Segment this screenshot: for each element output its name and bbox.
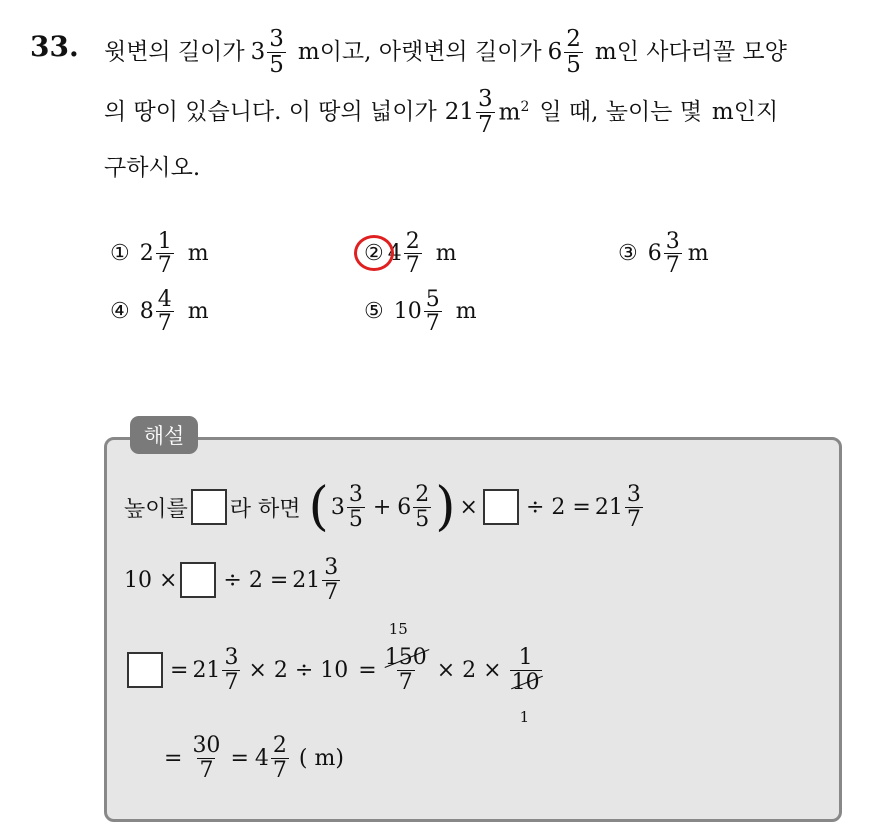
choice-1[interactable] [110,230,209,277]
unknown-box [191,489,227,525]
denominator: 7 [398,669,413,695]
whole: 4 [387,241,402,267]
denominator: 10 [511,669,540,695]
numerator: 30 [192,733,221,759]
denominator: 7 [324,579,339,605]
question-number: 33. [30,30,79,63]
unit: m [498,99,521,126]
numerator: 4 [157,287,172,312]
question-text: 일 때, 높이는 몇 [539,98,702,125]
numerator: 3 [626,482,641,508]
numerator: 2 [272,733,287,759]
question-line-1 [104,22,787,82]
numerator: 150 [384,645,427,671]
solution-line-3 [124,620,544,727]
solution-line-1 [124,472,645,542]
numerator: 3 [477,86,493,113]
numerator: 3 [324,555,339,581]
solution-line-2 [124,550,342,610]
choice-mark: ③ [618,241,638,267]
question-text: 윗변의 길이가 [104,38,245,65]
unit: m [435,241,457,267]
mixed-number [292,556,342,603]
denominator: 7 [224,669,239,695]
whole: 4 [254,745,269,771]
operator: × 2 × [436,657,502,683]
whole: 2 [139,241,154,267]
denominator: 7 [626,506,641,532]
denominator: 7 [272,757,287,783]
whole: 8 [139,299,154,325]
cancel-fraction-1 [381,620,431,695]
operator: = [170,657,189,683]
solution-line-4 [164,728,344,788]
whole: 21 [292,567,321,593]
choice-mark: ② [364,241,384,267]
whole: 10 [393,299,422,325]
choice-mark: ① [110,241,130,267]
operator: × 2 ÷ 10 [248,657,349,683]
unknown-box [483,489,519,525]
whole: 21 [594,494,623,520]
whole: 6 [647,241,662,267]
denominator: 5 [566,51,581,78]
whole: 6 [397,494,412,520]
question-line-3: 구하시오. [104,155,201,181]
right-paren: ) [435,477,456,537]
top-length [251,27,288,76]
denominator: 7 [157,311,172,337]
unit: ( m) [298,745,344,771]
unit: m [455,299,477,325]
solution-text: 10 × [124,567,178,593]
operator: = [230,745,249,771]
whole: 21 [192,657,221,683]
answer-circle-mark [354,235,394,271]
denominator: 7 [405,253,420,279]
unit: m [187,299,209,325]
mixed-number [192,646,242,693]
numerator: 2 [405,229,420,254]
cancel-result: 15 [388,620,408,639]
numerator: 3 [224,645,239,671]
operator: = [358,657,377,683]
numerator: 3 [665,229,680,254]
denominator: 7 [425,311,440,337]
denominator: 5 [415,506,430,532]
unit: m [687,241,709,267]
unknown-box [180,562,216,598]
area-unit [499,100,530,125]
numerator: 3 [348,482,363,508]
question-text: 의 땅이 있습니다. 이 땅의 넓이가 [104,98,437,125]
denominator: 7 [157,253,172,279]
numerator: 5 [425,287,440,312]
numerator: 2 [415,482,430,508]
cancel-fraction-2 [508,645,544,727]
mixed-number [397,483,433,530]
question-line-2 [104,82,778,142]
operator: = [164,745,183,771]
whole: 21 [444,98,474,125]
solution-text: 라 하면 [229,496,301,522]
choice-4[interactable] [110,288,209,335]
numerator: 2 [566,26,581,53]
choice-3[interactable] [618,230,709,277]
exponent: 2 [520,98,530,115]
operator: ÷ 2 = [525,494,591,520]
cancel-result: 1 [519,708,530,727]
choice-5[interactable] [364,288,477,335]
solution-text: 높이를 [124,496,188,522]
whole: 6 [547,38,563,65]
numerator: 3 [269,26,284,53]
denominator: 5 [348,506,363,532]
question-text: m인지 [711,98,779,125]
solution-label: 해설 [130,416,198,454]
operator: ÷ 2 = [223,567,289,593]
numerator: 1 [518,645,533,671]
denominator: 5 [269,51,284,78]
question-text: m이고, 아랫변의 길이가 [297,38,542,65]
unit: m [187,241,209,267]
unknown-box [127,652,163,688]
whole: 3 [330,494,345,520]
choice-mark: ④ [110,299,130,325]
denominator: 7 [665,253,680,279]
mixed-number [255,734,291,781]
bottom-length [548,27,585,76]
mixed-number [331,483,367,530]
area-value [445,87,497,136]
operator: × [459,494,478,520]
denominator: 7 [477,111,493,138]
numerator: 1 [157,229,172,254]
left-paren: ( [308,477,329,537]
mixed-number [595,483,645,530]
operator: + [372,494,392,520]
choice-mark: ⑤ [364,299,384,325]
denominator: 7 [199,757,214,783]
question-text: m인 사다리꼴 모양 [594,38,787,65]
whole: 3 [250,38,266,65]
